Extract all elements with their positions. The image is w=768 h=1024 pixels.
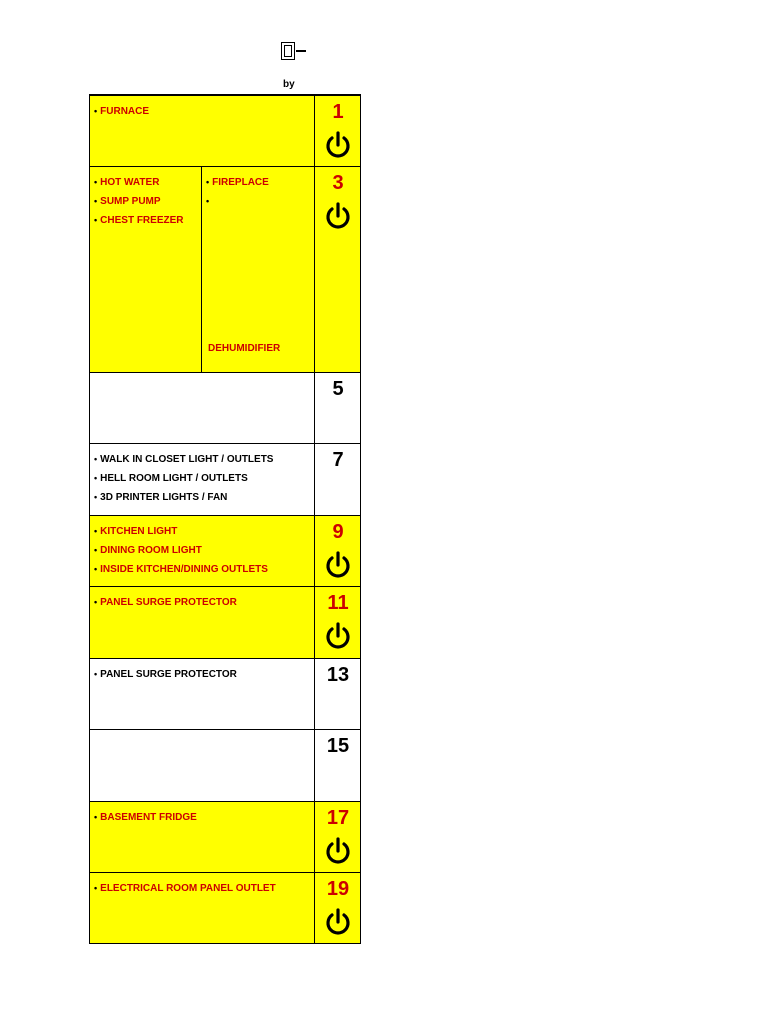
circuit-items xyxy=(94,593,237,612)
circuit-number: 3 xyxy=(332,172,344,194)
circuit-row-15 xyxy=(89,730,361,802)
circuit-row-11 xyxy=(89,587,361,659)
power-icon xyxy=(323,907,353,937)
circuit-number: 7 xyxy=(332,449,344,471)
circuit-items xyxy=(94,102,149,121)
circuit-row-3 xyxy=(89,167,361,373)
circuit-number: 15 xyxy=(326,735,350,757)
circuit-item: • HOT WATER xyxy=(94,173,184,192)
image-placeholder-dash xyxy=(296,50,306,52)
circuit-row-9 xyxy=(89,516,361,587)
circuit-items xyxy=(94,879,276,898)
power-icon xyxy=(323,130,353,160)
circuit-item: • FIREPLACE xyxy=(206,173,269,192)
circuit-item: • BASEMENT FRIDGE xyxy=(94,808,197,827)
circuit-item: • CHEST FREEZER xyxy=(94,211,184,230)
circuit-item: • KITCHEN LIGHT xyxy=(94,522,268,541)
circuit-item: • PANEL SURGE PROTECTOR xyxy=(94,593,237,612)
power-icon xyxy=(323,550,353,580)
circuit-number: 19 xyxy=(326,878,350,900)
circuit-row-17 xyxy=(89,802,361,873)
circuit-items xyxy=(94,522,268,579)
circuit-number: 17 xyxy=(326,807,350,829)
circuit-row-19 xyxy=(89,873,361,944)
circuit-item: • PANEL SURGE PROTECTOR xyxy=(94,665,237,684)
image-placeholder-icon xyxy=(281,42,295,60)
circuit-items xyxy=(94,808,197,827)
circuit-item xyxy=(206,192,269,211)
circuit-item: • HELL ROOM LIGHT / OUTLETS xyxy=(94,469,273,488)
circuit-item: • SUMP PUMP xyxy=(94,192,184,211)
circuit-number: 9 xyxy=(332,521,344,543)
power-icon xyxy=(323,621,353,651)
circuit-items-right xyxy=(206,173,269,211)
circuit-item: • DINING ROOM LIGHT xyxy=(94,541,268,560)
circuit-item: • ELECTRICAL ROOM PANEL OUTLET xyxy=(94,879,276,898)
power-icon xyxy=(323,836,353,866)
circuit-item: • INSIDE KITCHEN/DINING OUTLETS xyxy=(94,560,268,579)
circuit-item: • WALK IN CLOSET LIGHT / OUTLETS xyxy=(94,450,273,469)
circuit-item: • FURNACE xyxy=(94,102,149,121)
power-icon xyxy=(323,201,353,231)
circuit-item-dehumidifier: DEHUMIDIFIER xyxy=(208,343,281,354)
circuit-row-13 xyxy=(89,659,361,730)
circuit-number: 1 xyxy=(332,101,344,123)
circuit-items xyxy=(94,173,184,230)
circuit-row-5 xyxy=(89,373,361,444)
circuit-items xyxy=(94,665,237,684)
attribution-line: by xyxy=(283,79,295,90)
circuit-number: 11 xyxy=(327,592,349,614)
circuit-item: • 3D PRINTER LIGHTS / FAN xyxy=(94,488,273,507)
circuit-row-1 xyxy=(89,96,361,167)
circuit-number: 5 xyxy=(332,378,344,400)
circuit-number: 13 xyxy=(326,664,350,686)
circuit-items xyxy=(94,450,273,507)
circuit-row-7 xyxy=(89,444,361,516)
